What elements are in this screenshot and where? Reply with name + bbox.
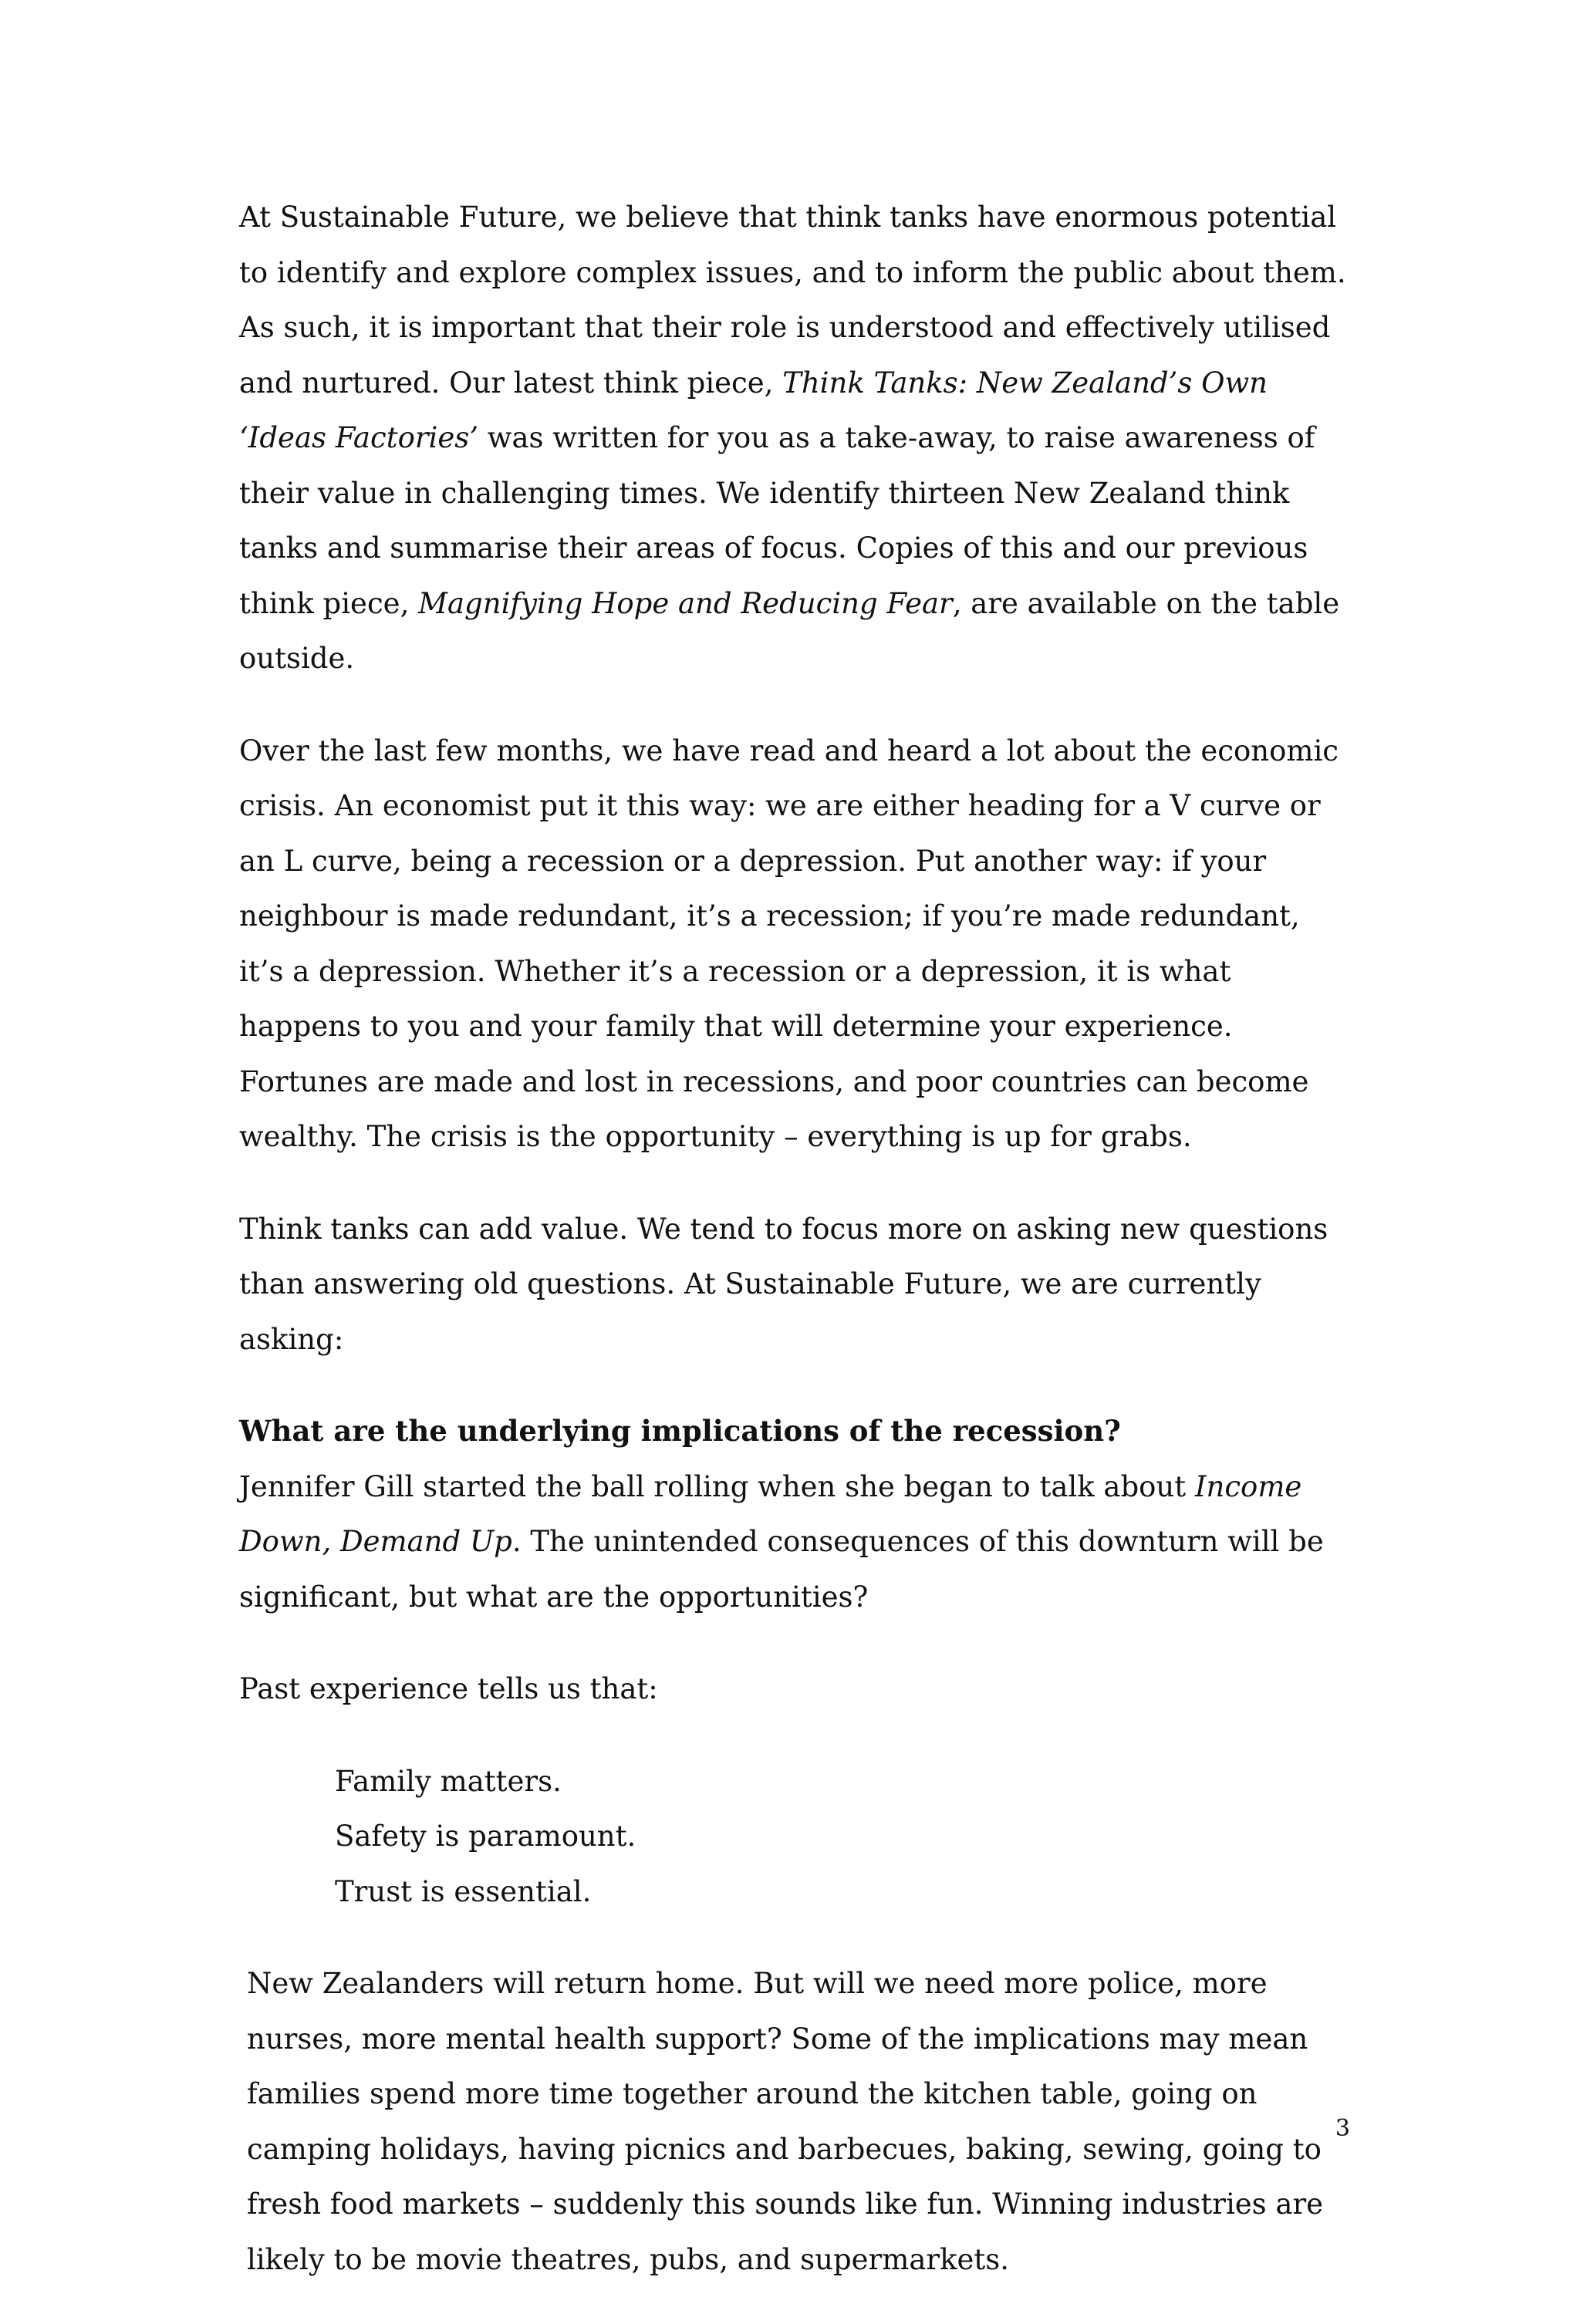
lessons-list — [335, 1754, 1350, 1920]
list-item: Family matters. — [335, 1764, 562, 1798]
income-down-title: Income Down, Demand Up — [239, 1469, 1302, 1558]
think-piece-title: Think Tanks: New Zealand’s Own ‘Ideas Factories’ — [239, 366, 1268, 454]
paragraph-past-experience: Past experience tells us that: — [239, 1672, 658, 1705]
paragraph-income-down-text-1: Jennifer Gill started the ball rolling when she began to talk about — [239, 1469, 1195, 1503]
list-item: Safety is paramount. — [335, 1820, 636, 1853]
paragraph-intro-text-3: , are available on the table outside. — [239, 586, 1340, 675]
paragraph-new-zealanders: New Zealanders will return home. But will we need more police, more nurses, more mental health support? Some of the implications may mean families spend more time together around the kitchen table, going on camping holidays, having picnics and barbecues, baking, sewing, going to fresh food markets – suddenly this sounds like fun. Winning industries are likely to be movie theatres, pubs, and supermarkets. — [247, 1967, 1324, 2276]
list-item: Trust is essential. — [335, 1874, 592, 1908]
paragraph-intro-text-1: At Sustainable Future, we believe that think tanks have enormous potential to identify and explore complex issues, and to inform the public about them. As such, it is important that their role is understood and effectively utilised and nurtured. Our latest think piece, — [239, 201, 1346, 400]
paragraph-think-tanks-value: Think tanks can add value. We tend to focus more on asking new questions than answering old questions. At Sustainable Future, we are currently asking: — [239, 1212, 1328, 1356]
document-body — [239, 190, 1350, 2324]
previous-think-piece-title: Magnifying Hope and Reducing Fear — [418, 586, 953, 620]
paragraph-income-down — [239, 1459, 1350, 1625]
section-heading: What are the underlying implications of the recession? — [239, 1414, 1121, 1448]
page-number: 3 — [1335, 2115, 1350, 2142]
paragraph-economic-crisis: Over the last few months, we have read and heard a lot about the economic crisis. An economist put it this way: we are either heading for a V curve or an L curve, being a recession or a depression. Put another way: if your neighbour is made redundant, it’s a recession; if you’re made redundant, it’s a depression. Whether it’s a recession or a depression, it is what happens to you and your family that will determine your experience. Fortunes are made and lost in recessions, and poor countries can become wealthy. The crisis is the opportunity – everything is up for grabs. — [239, 734, 1339, 1153]
paragraph-intro-text-2: was written for you as a take-away, to raise awareness of their value in challenging times. We identify thirteen New Zealand think tanks and summarise their areas of focus. Copies of this and our previous think piece, — [239, 421, 1315, 620]
paragraph-income-down-text-2: . The unintended consequences of this downturn will be significant, but what are the opportunities? — [239, 1525, 1324, 1614]
paragraph-intro — [239, 190, 1350, 686]
